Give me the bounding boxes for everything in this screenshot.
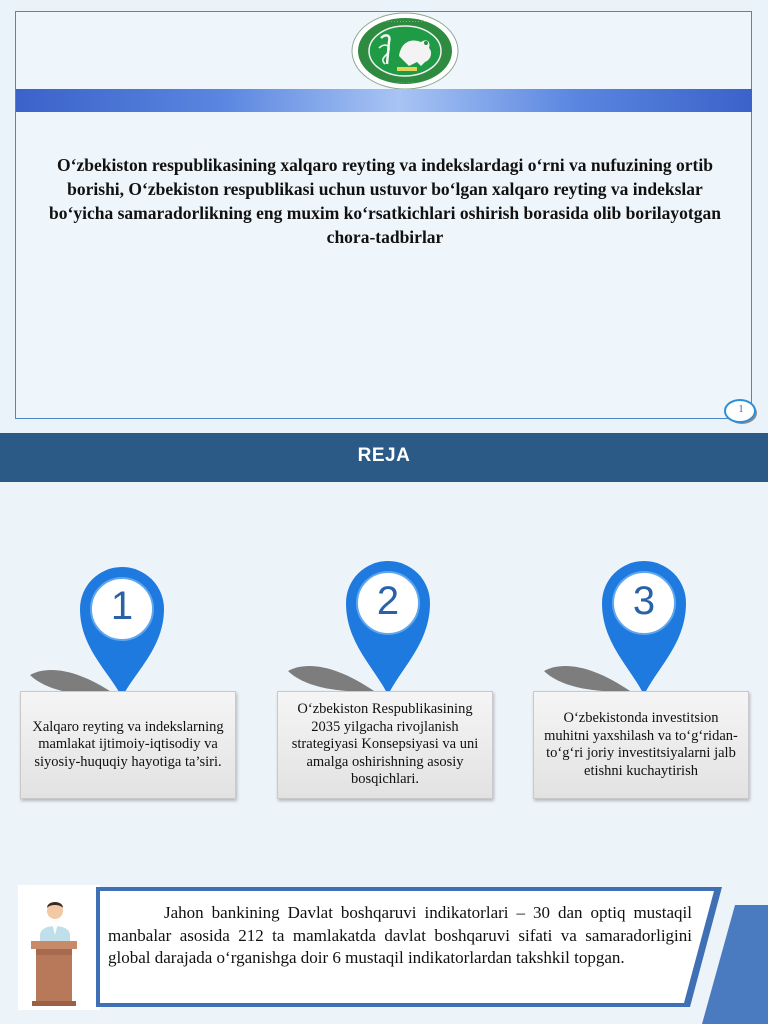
plan-item-card: O‘zbekistonda investitsion muhitni yaxshilash va to‘g‘ridan-to‘g‘ri joriy investitsiyalarni jalb etishni kuchaytirish [533,691,749,799]
plan-item-number: 3 [632,579,656,623]
plan-item-number: 1 [110,584,134,628]
reja-title: REJA [357,445,411,466]
plan-item-number: 2 [376,579,400,623]
slide-1-title: O‘zbekiston respublikasining xalqaro reyting va indekslardagi o‘rni va nufuzining ortib borishi, O‘zbekiston respublikasi uchun ustuvor bo‘lgan xalqaro reyting va indekslar bo‘yicha samaradorlikning eng muxim ko‘rsatkichlari oshirish borasida olib borilayotgan chora-tadbirlar [49,155,721,247]
svg-text:· · · · · · · ·: · · · · · · · · [395,80,415,85]
svg-text:· · · · · · · · · · · · · ·: · · · · · · · · · · · · · · [384,19,426,25]
speaker-at-podium-icon [22,889,90,1007]
title-gradient-bar [16,89,752,112]
university-seal-icon [351,12,459,90]
world-bank-note: Jahon bankining Davlat boshqaruvi indikatorlari – 30 dan optiq mustaqil manbalar asosida 212 ta mamlakatda davlat boshqaruvi sifati va samaradorligini global darajada o‘rganishga doir 6 mustaqil indikatorlardan takshkil topgan. [108,903,692,967]
page-number: 1 [738,404,744,415]
slide-1 [0,0,768,433]
plan-item-card: O‘zbekiston Respublikasining 2035 yilgacha rivojlanish strategiyasi Konsepsiyasi va uni amalga oshirishning asosiy bosqichlari. [277,691,493,799]
plan-item-card: Xalqaro reyting va indekslarning mamlakat ijtimoiy-iqtisodiy va siyosiy-huquqiy hayotiga ta’siri. [20,691,236,799]
slide-2 [0,433,768,1024]
